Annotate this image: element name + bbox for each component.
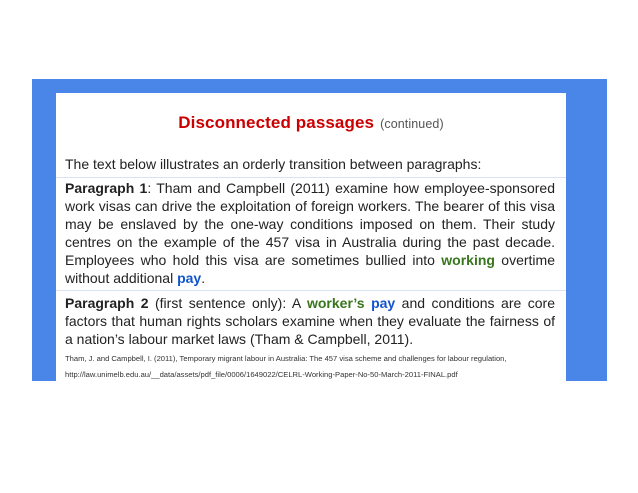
keyword-working: working [441,252,495,268]
reference-citation: Tham, J. and Campbell, I. (2011), Temporary migrant labour in Australia: The 457 visa scheme and challenges for labour regulation, [65,354,507,363]
paragraph-2 [65,294,555,348]
paragraph-1-text-b: overtime without additional [65,252,555,286]
paragraph-1 [65,179,555,287]
slide-card [56,93,566,382]
title-text: Disconnected passages [178,113,375,132]
reference-url[interactable]: http://law.unimelb.edu.au/__data/assets/pdf_file/0006/1649022/CELRL-Working-Paper-No-50-March-2011-FINAL.pdf [65,370,458,379]
paragraph-1-text-a: Tham and Campbell (2011) examine how employee-sponsored work visas can drive the exploitation of foreign workers. The bearer of this visa may be enslaved by the one-way conditions imposed on them. Their study centres on the example of the 457 visa in Australia during the past decade. Employees who hold this visa are sometimes bullied into [65,180,555,268]
keyword-pay-2: pay [371,295,396,311]
paragraph-1-label: Paragraph 1 [65,180,148,196]
paragraph-2-label-note: (first sentence only): A [148,295,307,311]
paragraph-1-text-c: . [201,270,206,286]
divider-top [56,177,566,178]
keyword-pay-1: pay [177,270,202,286]
keyword-workers: worker’s [306,295,365,311]
title-suffix: (continued) [380,117,444,131]
divider-middle [56,290,566,291]
paragraph-1-label-sep: : [147,180,157,196]
paragraph-2-label: Paragraph 2 [65,295,149,311]
paragraph-2-text: and conditions are core factors that human rights scholars examine when they evaluate the fairness of a nation’s labour market laws (Tham & Campbell, 2011). [65,295,555,347]
intro-text: The text below illustrates an orderly transition between paragraphs: [65,156,482,172]
slide-title [56,113,566,133]
